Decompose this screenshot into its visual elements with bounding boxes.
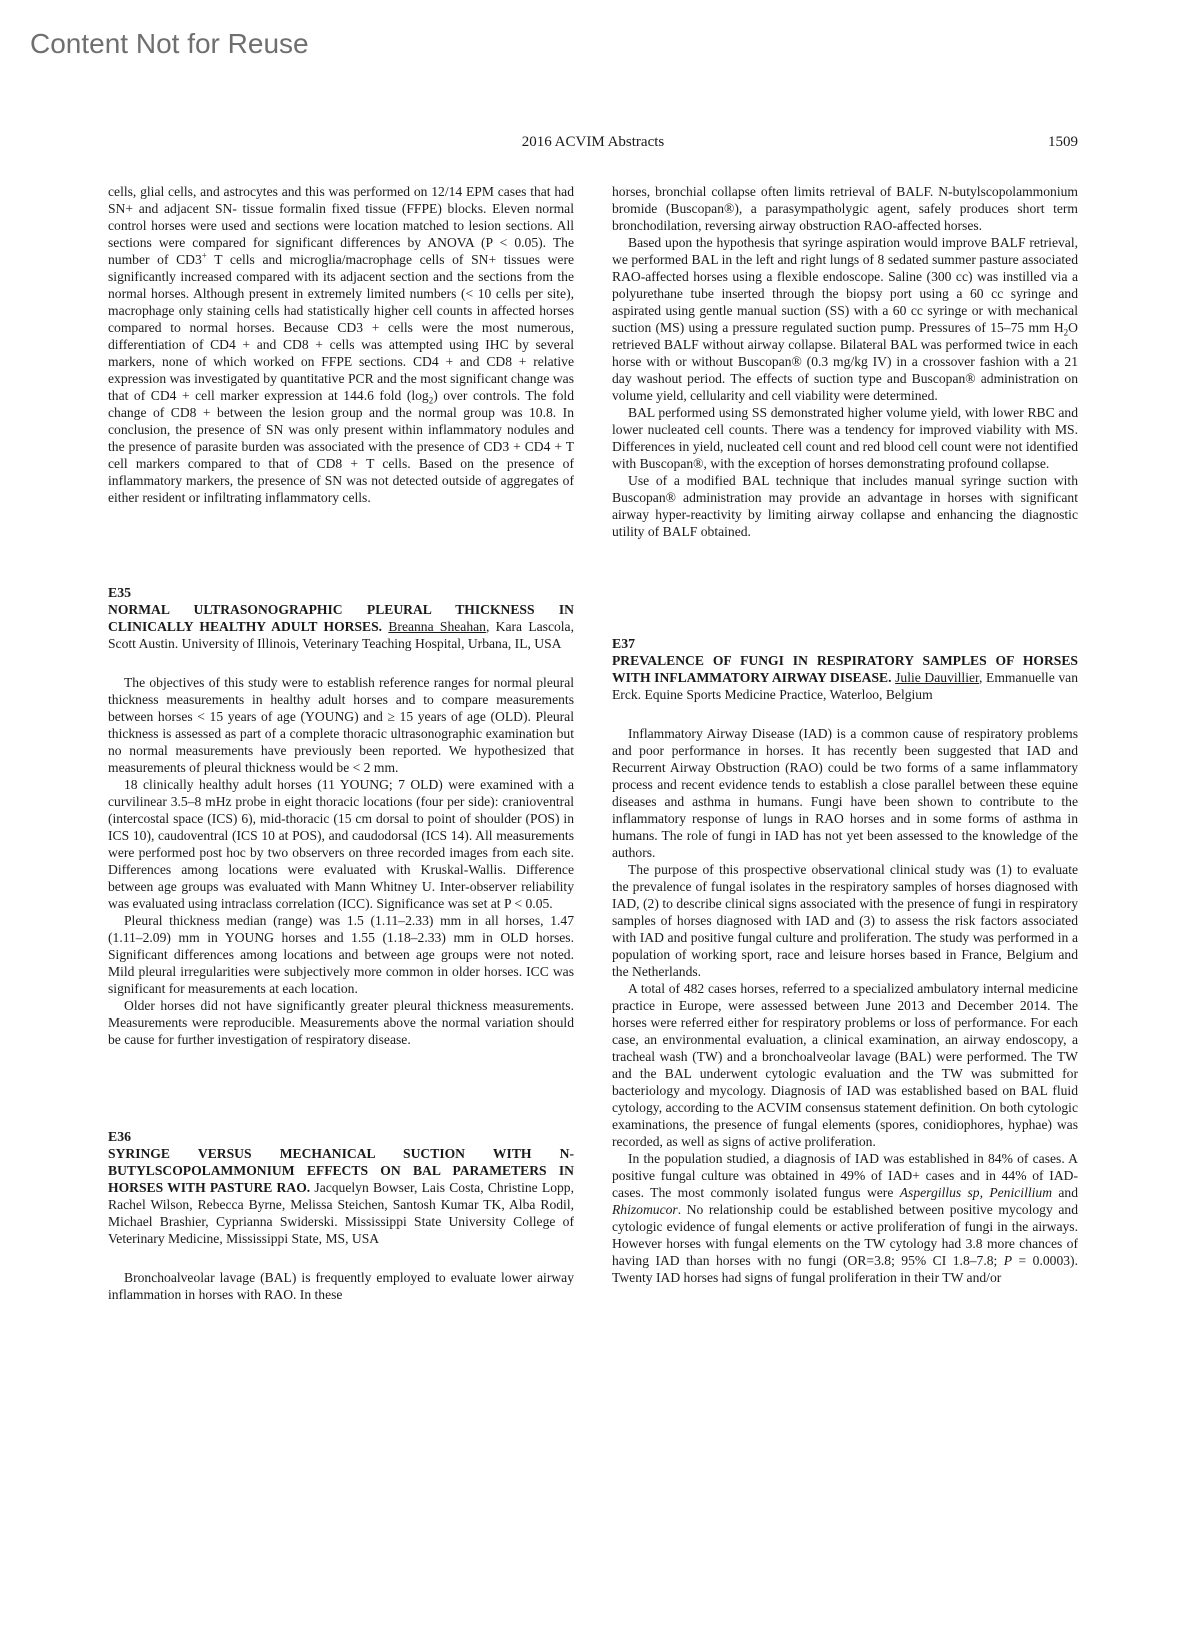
abstract-title: SYRINGE VERSUS MECHANICAL SUCTION WITH N-BUTYLSCOPOLAMMONIUM EFFECTS ON BAL PARAMETERS IN HORSES WITH PASTURE RAO. xyxy=(108,1146,574,1195)
abstract-id: E35 xyxy=(108,585,131,600)
body-paragraph: Based upon the hypothesis that syringe aspiration would improve BALF retrieval, we performed BAL in the left and right lungs of 8 sedated summer pasture associated RAO-affected horses using a flexible endoscope. Saline (300 cc) was instilled via a polyurethane tube inserted through the biopsy port using a 60 cc syringe and aspirated using gentle manual suction (SS) with a 60 cc syringe or with mechanical suction (MS) using a pressure regulated suction pump. Pressures of 15–75 mm $H_2O$ retrieved BALF without airway collapse. Bilateral BAL was performed twice in each horse with or without Buscopan® (0.3 mg/kg IV) in a crossover fashion with a 21 day washout period. The effects of suction type and Buscopan® administration on volume yield, cellularity and cell viability were determined. xyxy=(612,235,1078,403)
body-paragraph: In the population studied, a diagnosis of IAD was established in 84% of cases. A positive fungal culture was obtained in 49% of IAD+ cases and in 44% of IAD- cases. The most commonly isolated fungus were Aspergillus sp, Penicillium and Rhizomucor. No relationship could be established between positive mycology and cytologic evidence of fungal elements or active proliferation of fungi in the airways. However horses with fungal elements on the TW cytology had 3.8 more chances of having IAD than horses with no fungi (OR=3.8; 95% CI 1.8–7.8; P = 0.0003). Twenty IAD horses had signs of fungal proliferation in their TW and/or xyxy=(612,1151,1078,1285)
abstract-id: E36 xyxy=(108,1129,131,1144)
abstract-heading xyxy=(108,1145,574,1247)
body-paragraph: Inflammatory Airway Disease (IAD) is a common cause of respiratory problems and poor performance in horses. It has recently been suggested that IAD and Recurrent Airway Obstruction (RAO) could be two forms of a same inflammatory process and recent evidence tends to establish a close parallel between these equine diseases and asthma in humans. Fungi have been shown to contribute to the inflammatory response of lungs in RAO horses and in some forms of asthma in humans. The role of fungi in IAD has not yet been assessed to the knowledge of the authors. xyxy=(612,726,1078,860)
abstract-heading xyxy=(612,652,1078,703)
abstract-body xyxy=(612,725,1078,1286)
left-column xyxy=(108,183,574,1303)
journal-title: 2016 ACVIM Abstracts xyxy=(521,134,665,150)
presenting-author: Julie Dauvillier xyxy=(895,670,979,685)
abstract-title: NORMAL ULTRASONOGRAPHIC PLEURAL THICKNESS IN CLINICALLY HEALTHY ADULT HORSES. xyxy=(108,602,574,634)
body-paragraph: 18 clinically healthy adult horses (11 YOUNG; 7 OLD) were examined with a curvilinear 3.5–8 mHz probe in eight thoracic locations (four per side): cranioventral (intercostal space (ICS) 6), mid-thoracic (15 cm dorsal to point of shoulder (POS) in ICS 10), caudoventral (ICS 10 at POS), and caudodorsal (ICS 14). All measurements were performed post hoc by two observers on three recorded images from each site. Differences among locations were evaluated with Kruskal-Wallis. Difference between age groups was evaluated with Mann Whitney U. Inter-observer reliability was evaluated using intraclass correlation (ICC). Significance was set at P < 0.05. xyxy=(108,777,574,911)
right-column xyxy=(612,183,1078,1286)
body-paragraph: A total of 482 cases horses, referred to a specialized ambulatory internal medicine practice in Europe, were assessed between June 2013 and December 2014. The horses were referred either for respiratory problems or loss of performance. For each case, an environmental evaluation, a clinical examination, an airway endoscopy, a tracheal wash (TW) and a bronchoalveolar lavage (BAL) were performed. The TW and the BAL underwent cytologic evaluation and the TW was submitted for bacteriology and mycology. Diagnosis of IAD was established based on BAL fluid cytology, according to the ACVIM consensus statement definition. On both cytologic examinations, the presence of fungal elements (spores, conidiophores, hyphae) was recorded, as well as signs of active proliferation. xyxy=(612,981,1078,1149)
body-paragraph: BAL performed using SS demonstrated higher volume yield, with lower RBC and lower nucleated cell counts. There was a tendency for improved viability with MS. Differences in yield, nucleated cell count and red blood cell count were not identified with Buscopan®, with the exception of horses demonstrating profound collapse. xyxy=(612,405,1078,471)
abstract-e37 xyxy=(612,635,1078,1286)
abstract-body xyxy=(108,674,574,1048)
running-head xyxy=(108,134,1078,154)
author-affiliations: , Emmanuelle van Erck. Equine Sports Medicine Practice, Waterloo, Belgium xyxy=(612,670,1078,702)
body-paragraph: Bronchoalveolar lavage (BAL) is frequently employed to evaluate lower airway inflammation in horses with RAO. In these xyxy=(108,1270,574,1302)
body-paragraph: Use of a modified BAL technique that includes manual syringe suction with Buscopan® administration may provide an advantage in horses with significant airway hyper-reactivity by limiting airway collapse and enhancing the diagnostic utility of BALF obtained. xyxy=(612,473,1078,539)
watermark: Content Not for Reuse xyxy=(30,28,309,59)
abstract-e35 xyxy=(108,584,574,1048)
body-paragraph: The objectives of this study were to establish reference ranges for normal pleural thickness measurements in healthy adult horses and to compare measurements between horses < 15 years of age (YOUNG) and ≥ 15 years of age (OLD). Pleural thickness is assessed as part of a complete thoracic ultrasonographic examination but no normal measurements have previously been reported. We hypothesized that measurements of pleural thickness would be < 2 mm. xyxy=(108,675,574,775)
continued-abstract-paragraph: cells, glial cells, and astrocytes and this was performed on 12/14 EPM cases that had SN+ and adjacent SN- tissue formalin fixed tissue (FFPE) blocks. Eleven normal control horses were used and sections were location matched to lesion sections. All sections were compared for significant differences by ANOVA (P < 0.05). The number of CD3+ T cells and microglia/macrophage cells of SN+ tissues were significantly increased compared with its adjacent section and the sections from the normal horses. Although present in extremely limited numbers (< 10 cells per site), macrophage only staining cells had statistically higher cell counts in affected horses compared to normal horses. Because CD3 + cells were the most numerous, differentiation of CD4 + and CD8 + cells was attempted using IHC by several markers, none of which worked on FFPE sections. CD4 + and CD8 + relative expression was investigated by quantitative PCR and the most significant change was that of CD4 + cell marker expression at 144.6 fold $(\log_2)$ over controls. The fold change of CD8 + between the lesion group and the normal group was 10.8. In conclusion, the presence of SN was only present within inflammatory nodules and the presence of parasite burden was associated with the presence of CD3 + CD4 + T cell markers compared to that of CD8 + T cells. Based on the presence of inflammatory markers, the presence of SN was not detected outside of aggregates of either resident or infiltrating inflammatory cells. xyxy=(108,184,575,505)
abstract-e36 xyxy=(108,1128,574,1303)
presenting-author: Breanna Sheahan xyxy=(388,619,486,634)
author-affiliations: , Kara Lascola, Scott Austin. University of Illinois, Veterinary Teaching Hospital, Urbana, IL, USA xyxy=(108,619,574,651)
abstract-id: E37 xyxy=(612,636,635,651)
abstract-heading xyxy=(108,601,574,652)
abstract-body xyxy=(108,1269,574,1303)
author-affiliations: , Lais Costa, Christine Lopp, Rachel Wilson, Rebecca Byrne, Melissa Steichen, Santosh Kumar TK, Alba Rodil, Michael Brashier, Cyprianna Swiderski. Mississippi State University College of Veterinary Medicine, Mississippi State, MS, USA xyxy=(108,1180,574,1246)
presenting-author: Jacquelyn Bowser xyxy=(314,1180,414,1195)
body-paragraph: Pleural thickness median (range) was 1.5 (1.11–2.33) mm in all horses, 1.47 (1.11–2.09) mm in YOUNG horses and 1.55 (1.18–2.33) mm in OLD horses. Significant differences among locations and between age groups were not noted. Mild pleural irregularities were subjectively more common in older horses. ICC was significant for measurements at each location. xyxy=(108,913,574,996)
abstract-title: PREVALENCE OF FUNGI IN RESPIRATORY SAMPLES OF HORSES WITH INFLAMMATORY AIRWAY DISEASE. xyxy=(612,653,1078,685)
body-paragraph: The purpose of this prospective observational clinical study was (1) to evaluate the prevalence of fungal isolates in the respiratory samples of horses diagnosed with IAD, (2) to describe clinical signs associated with the presence of fungi in respiratory samples of horses diagnosed with IAD and (3) to assess the risk factors associated with IAD and positive fungal culture and proliferation. The study was performed in a population of working sport, race and leisure horses based in France, Belgium and the Netherlands. xyxy=(612,862,1078,979)
body-paragraph: Older horses did not have significantly greater pleural thickness measurements. Measurements were reproducible. Measurements above the normal variation should be cause for further investigation of respiratory disease. xyxy=(108,998,574,1047)
continued-abstract-paragraph: horses, bronchial collapse often limits retrieval of BALF. N-butylscopolammonium bromide (Buscopan®), a parasympatholygic agent, safely produces short term bronchodilation, reversing airway obstruction RAO-affected horses. xyxy=(612,184,1078,233)
page-number: 1509 xyxy=(1048,134,1078,150)
